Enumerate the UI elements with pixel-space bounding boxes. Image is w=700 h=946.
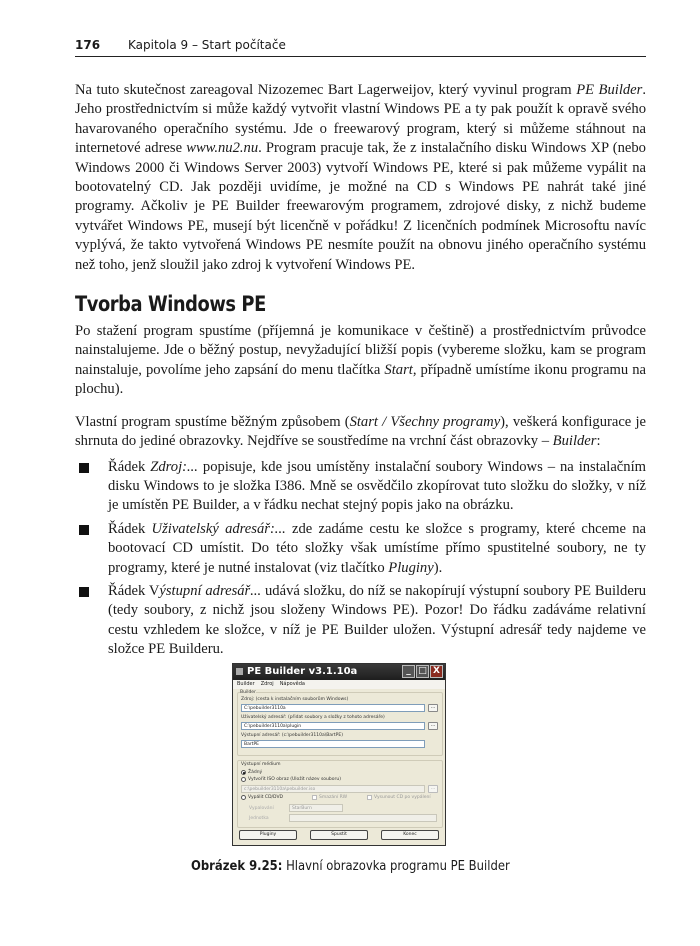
- radio-label: Žádný: [248, 770, 263, 775]
- menu-source[interactable]: Zdroj: [260, 681, 274, 687]
- radio-none[interactable]: [241, 770, 246, 775]
- figure-caption: [0, 858, 700, 874]
- radio-label: Vypálit CD/DVD: [248, 795, 283, 800]
- erase-rw-checkbox[interactable]: [312, 795, 317, 800]
- checkbox-label: Smazání RW: [319, 795, 348, 800]
- emphasis: Start / Všechny programy: [349, 413, 501, 430]
- device-label: Jednotka: [249, 816, 269, 821]
- caption-text: Hlavní obrazovka programu PE Builder: [282, 858, 510, 874]
- exit-button[interactable]: Konec: [381, 830, 439, 840]
- bullet-square-icon: [79, 525, 89, 535]
- bullet-item: [108, 458, 646, 516]
- burn-method-label: Vypalování: [249, 806, 274, 811]
- browse-custom-button[interactable]: ...: [428, 722, 438, 730]
- maximize-icon[interactable]: □: [416, 665, 429, 678]
- checkbox-label: Vysunout CD po vypálení: [374, 795, 431, 800]
- caption-label: Obrázek 9.25:: [190, 858, 283, 874]
- text: ).: [433, 559, 443, 576]
- group-label: Builder: [240, 690, 256, 695]
- custom-label: Uživatelský adresář: (přidat soubory a složky z tohoto adresáře): [241, 715, 385, 720]
- text: . Program pracuje tak, že z instalačního disku Windows XP (nebo Windows 2000 či Windows Server 2003) vytvoří Windows PE, které si pak můžeme vypálit na bootovatelný CD. Jak později uvidíme, je možné na CD s Windows PE nahrát také jiné programy. Ačkoliv je PE Builder freewarovým programem, zdrojové disky, z nichž budeme vytvářet Windows PE, musejí být licenčně v pořádku! Z licenčních podmínek Microsoftu navíc vyplývá, že takto vytvořená Windows PE nesmíte použít na obnovu jiného operačního systému než toho, jenž sloužil jako zdroj k vytvoření Windows PE.: [75, 140, 646, 273]
- text: Na tuto skutečnost zareagoval Nizozemec Bart Lagerweijov, který vyvinul program: [75, 82, 577, 98]
- emphasis: ýstupní adresář...: [159, 582, 262, 599]
- bullet-list: [75, 458, 646, 660]
- plugins-button[interactable]: Pluginy: [239, 830, 297, 840]
- eject-checkbox[interactable]: [367, 795, 372, 800]
- text: Vlastní program spustíme běžným způsobem (: [75, 413, 350, 430]
- text: Řádek: [108, 520, 152, 537]
- text: . Jeho prostřednictvím si může každý vytvořit vlastní Windows PE a ty pak použít k opravě svého havarovaného operačního systému. Jde o freewarový program, který si můžeme stáhnout na internetové adrese: [75, 82, 646, 157]
- intro-paragraph: [75, 81, 646, 275]
- page-number: 176: [75, 38, 101, 52]
- emphasis: Uživatelský adresář:...: [151, 520, 286, 537]
- browse-source-button[interactable]: ...: [428, 704, 438, 712]
- text: Řádek V: [108, 582, 160, 599]
- source-input[interactable]: C:\pebuilder3110a: [241, 704, 425, 712]
- minimize-icon[interactable]: _: [402, 665, 415, 678]
- emphasis: Pluginy: [388, 559, 434, 576]
- source-label: Zdroj: (cesta k instalačním souborům Windows): [241, 697, 349, 702]
- menu-bar: [233, 680, 445, 689]
- emphasis: Start: [384, 361, 413, 378]
- pe-builder-screenshot: [232, 663, 446, 846]
- text: , případně umístíme ikonu programu na plochu).: [75, 361, 646, 398]
- text: udává složku, do níž se nakopírují výstupní soubory PE Builderu (tedy soubory, z nichž jsou složeny Windows PE). Pozor! Do řádku zadáváme relativní cestu vzhledem ke složce, v níž je PE Builder uložen. Výstupní adresář tedy najdeme ve složce PE Builderu.: [108, 582, 646, 658]
- text: Po stažení program spustíme (příjemná je komunikace v češtině) a prostřednictvím průvodce nainstalujeme. Jde o běžný postup, nevyžadující bližší popis (vybereme složku, kam se program nainstaluje, povolíme jeho zapsání do menu tlačítka: [75, 323, 646, 378]
- browse-iso-button[interactable]: ...: [428, 785, 438, 793]
- bullet-item: [108, 520, 646, 578]
- chapter-title: Kapitola 9 – Start počítače: [128, 38, 286, 52]
- bullet-item: [108, 582, 646, 660]
- text: ), veškerá konfigurace je shrnuta do jediné obrazovky. Nejdříve se soustředíme na vrchní část obrazovky –: [75, 413, 646, 450]
- iso-path-input[interactable]: c:\pebuilder3110a\pebuilder.iso: [241, 785, 425, 793]
- output-input[interactable]: BartPE: [241, 740, 425, 748]
- run-button[interactable]: Spustit: [310, 830, 368, 840]
- device-select[interactable]: [289, 814, 437, 822]
- install-paragraph: [75, 322, 646, 400]
- bullet-square-icon: [79, 587, 89, 597]
- text: :: [596, 433, 601, 450]
- text: Řádek: [108, 458, 151, 475]
- burn-method-select[interactable]: StarBurn: [289, 804, 343, 812]
- close-icon[interactable]: X: [430, 665, 443, 678]
- radio-iso[interactable]: [241, 777, 246, 782]
- radio-label: Vytvořit ISO obraz (Uložit název souboru): [248, 777, 341, 782]
- run-paragraph: [75, 413, 646, 452]
- menu-help[interactable]: Nápověda: [279, 681, 305, 687]
- running-header: [75, 36, 646, 57]
- website-link: www.nu2.nu: [186, 140, 259, 157]
- section-heading: Tvorba Windows PE: [75, 292, 266, 317]
- radio-burn[interactable]: [241, 795, 246, 800]
- output-label: Výstupní adresář: (c:\pebuilder3110a\BartPE): [241, 733, 343, 738]
- program-name: PE Builder: [576, 82, 643, 98]
- group-label: Výstupní médium: [241, 762, 281, 767]
- text: zde zadáme cestu ke složce s programy, které chceme na bootovací CD umístit. Do této složky však umístíme přímo spustitelné soubory, ne ty programy, které je nutné instalovat (viz tlačítko: [108, 520, 646, 576]
- emphasis: Zdroj:...: [150, 458, 198, 475]
- emphasis: Builder: [552, 433, 597, 450]
- custom-input[interactable]: C:\pebuilder3110a\plugin: [241, 722, 425, 730]
- page-body: [75, 81, 646, 664]
- text: popisuje, kde jsou umístěny instalační soubory Windows – na instalačním disku Windows to je složka I386. Mně se osvědčilo zkopírovat tuto složku do složky, v níž je umístěn PE Builder, a v řádku nechat stejný popis jako na obrázku.: [108, 458, 646, 514]
- dialog-titlebar: [233, 664, 445, 680]
- bullet-square-icon: [79, 463, 89, 473]
- app-icon: [236, 668, 243, 675]
- dialog-title: PE Builder v3.1.10a: [247, 666, 358, 677]
- menu-builder[interactable]: Builder: [237, 681, 255, 687]
